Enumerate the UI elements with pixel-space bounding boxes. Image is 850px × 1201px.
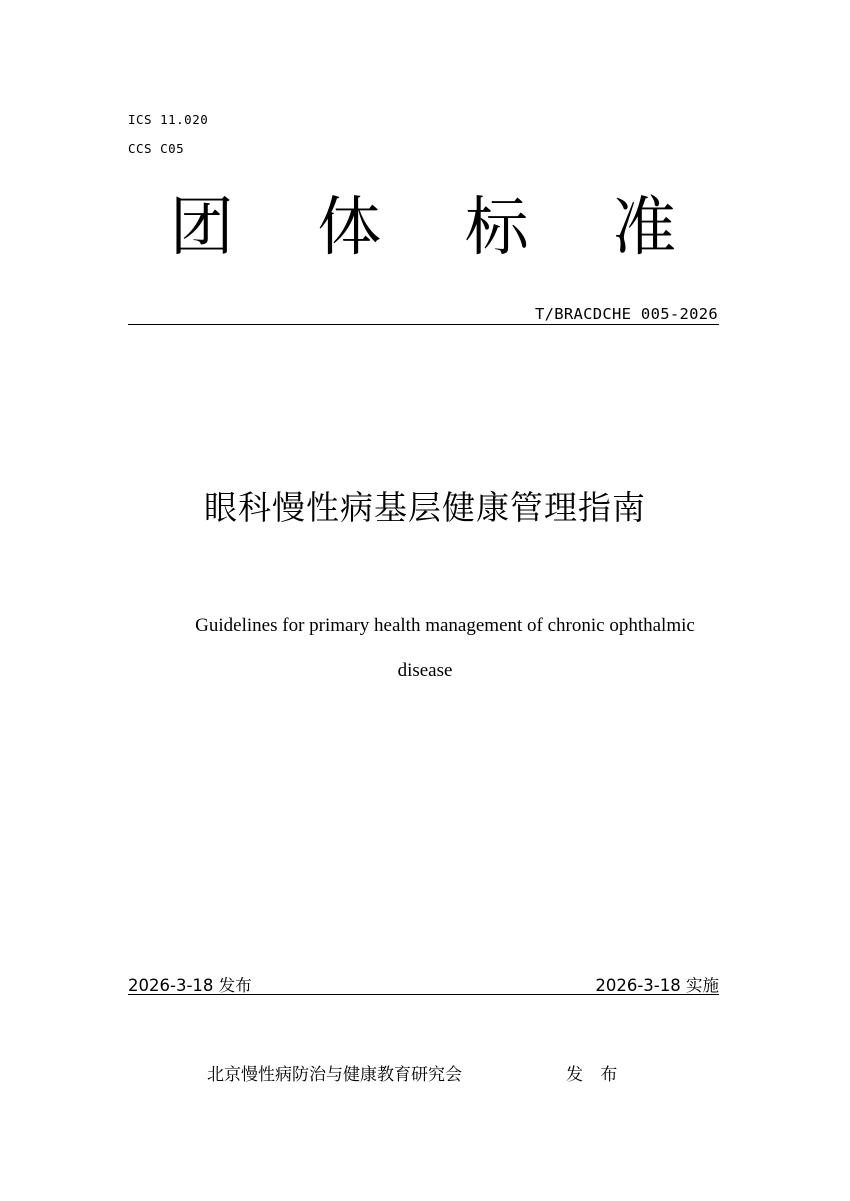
implementation-date: 2026-3-18 实施 [595, 976, 719, 995]
ccs-code: CCS C05 [128, 141, 185, 156]
title-english-line1: Guidelines for primary health management of chronic ophthalmic [195, 615, 695, 636]
doc-type-char: 标 [464, 192, 529, 263]
doc-type-char: 准 [612, 192, 677, 263]
top-divider [128, 324, 719, 325]
doc-type-char: 体 [317, 192, 382, 263]
publisher-name: 北京慢性病防治与健康教育研究会 [207, 1065, 462, 1085]
bottom-divider [128, 994, 719, 995]
title-english-line2: disease [397, 660, 453, 681]
issue-date: 2026-3-18 发布 [128, 976, 252, 995]
publish-label: 发 布 [566, 1065, 624, 1085]
standard-number: T/BRACDCHE 005-2026 [534, 305, 718, 323]
title-chinese: 眼科慢性病基层健康管理指南 [204, 488, 646, 527]
doc-type-char: 团 [169, 192, 234, 263]
document-type-heading [128, 188, 718, 268]
ics-code: ICS 11.020 [128, 112, 209, 127]
